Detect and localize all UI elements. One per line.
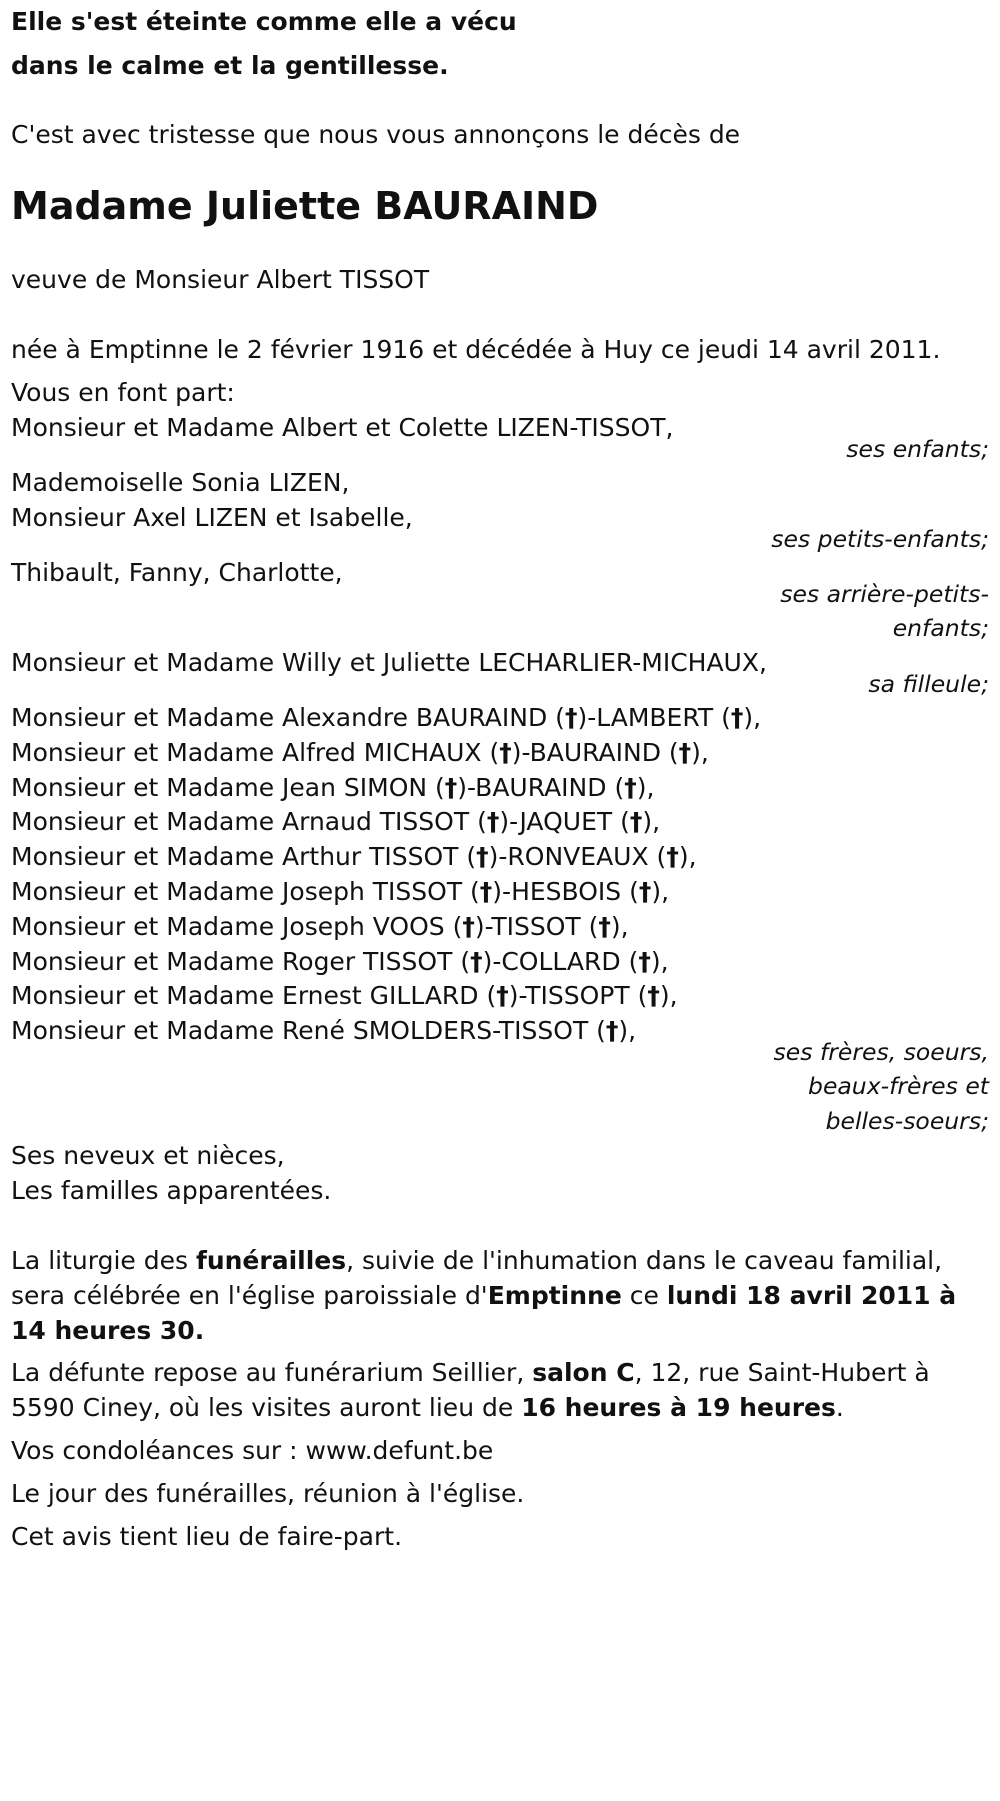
epitaph-line-1: Elle s'est éteinte comme elle a vécu bbox=[11, 7, 517, 36]
funeral-line-1: La liturgie des funérailles, suivie de l'inhumation dans le caveau familial, bbox=[11, 1246, 943, 1275]
sibling-row: Monsieur et Madame Ernest GILLARD († )-TISSOPT († ), bbox=[11, 979, 678, 1013]
cross-icon bbox=[731, 703, 744, 732]
sibling-row: Monsieur et Madame Jean SIMON († )-BAURAIND († ), bbox=[11, 771, 654, 805]
sibling-row: Monsieur et Madame Alexandre BAURAIND († )-LAMBERT († ), bbox=[11, 701, 761, 735]
birth-death: née à Emptinne le 2 février 1916 et décédée à Huy ce jeudi 14 avril 2011. bbox=[11, 335, 941, 364]
cross-icon bbox=[462, 912, 475, 941]
cross-icon bbox=[666, 842, 679, 871]
cross-icon bbox=[487, 807, 500, 836]
sibling-row: Monsieur et Madame Arthur TISSOT († )-RONVEAUX († ), bbox=[11, 840, 697, 874]
cross-icon bbox=[606, 1016, 619, 1045]
cross-icon bbox=[445, 773, 458, 802]
cross-icon bbox=[638, 947, 651, 976]
cross-icon bbox=[476, 842, 489, 871]
intro-text: C'est avec tristesse que nous vous annonçons le décès de bbox=[11, 120, 741, 149]
sibling-row: Monsieur et Madame Arnaud TISSOT († )-JAQUET († ), bbox=[11, 805, 660, 839]
grandchild-1: Mademoiselle Sonia LIZEN, bbox=[11, 468, 350, 497]
announcers-intro: Vous en font part: bbox=[11, 378, 235, 407]
cross-icon bbox=[499, 738, 512, 767]
meeting-info: Le jour des funérailles, réunion à l'église. bbox=[11, 1479, 525, 1508]
funeral-line-2: sera célébrée en l'église paroissiale d'Emptinne ce lundi 18 avril 2011 à bbox=[11, 1281, 957, 1310]
sibling-row: Monsieur et Madame Joseph VOOS († )-TISSOT († ), bbox=[11, 910, 629, 944]
notice: Cet avis tient lieu de faire-part. bbox=[11, 1522, 403, 1551]
cross-icon bbox=[679, 738, 692, 767]
visitation-line-1: La défunte repose au funérarium Seillier, salon C, 12, rue Saint-Hubert à bbox=[11, 1358, 930, 1387]
cross-icon bbox=[598, 912, 611, 941]
sibling-row: Monsieur et Madame René SMOLDERS-TISSOT († ), bbox=[11, 1014, 636, 1048]
cross-icon bbox=[630, 807, 643, 836]
children-names: Monsieur et Madame Albert et Colette LIZEN-TISSOT, bbox=[11, 413, 674, 442]
cross-icon bbox=[470, 947, 483, 976]
relatives: Les familles apparentées. bbox=[11, 1176, 332, 1205]
nephews: Ses neveux et nièces, bbox=[11, 1141, 285, 1170]
grandchildren-label: ses petits-enfants; bbox=[771, 525, 989, 553]
goddaughter-names: Monsieur et Madame Willy et Juliette LECHARLIER-MICHAUX, bbox=[11, 648, 767, 677]
goddaughter-label: sa filleule; bbox=[868, 670, 989, 698]
cross-icon bbox=[647, 981, 660, 1010]
great-grandchildren: Thibault, Fanny, Charlotte, bbox=[11, 558, 343, 587]
epitaph-line-2: dans le calme et la gentillesse. bbox=[11, 51, 449, 80]
children-label: ses enfants; bbox=[846, 435, 989, 463]
condolences: Vos condoléances sur : www.defunt.be bbox=[11, 1436, 494, 1465]
funeral-line-3: 14 heures 30. bbox=[11, 1316, 205, 1345]
cross-icon bbox=[496, 981, 509, 1010]
cross-icon bbox=[565, 703, 578, 732]
siblings-label-2: beaux-frères et bbox=[808, 1072, 989, 1100]
siblings-label-3: belles-soeurs; bbox=[825, 1107, 989, 1135]
deceased-name: Madame Juliette BAURAIND bbox=[11, 184, 599, 228]
great-grandchildren-label-1: ses arrière-petits- bbox=[780, 580, 989, 608]
sibling-row: Monsieur et Madame Alfred MICHAUX († )-BAURAIND († ), bbox=[11, 736, 709, 770]
widow-of: veuve de Monsieur Albert TISSOT bbox=[11, 265, 430, 294]
great-grandchildren-label-2: enfants; bbox=[892, 614, 989, 642]
cross-icon bbox=[639, 877, 652, 906]
cross-icon bbox=[480, 877, 493, 906]
grandchild-2: Monsieur Axel LIZEN et Isabelle, bbox=[11, 503, 413, 532]
visitation-line-2: 5590 Ciney, où les visites auront lieu de 16 heures à 19 heures. bbox=[11, 1393, 844, 1422]
sibling-row: Monsieur et Madame Roger TISSOT († )-COLLARD († ), bbox=[11, 945, 669, 979]
siblings-label-1: ses frères, soeurs, bbox=[773, 1038, 989, 1066]
cross-icon bbox=[624, 773, 637, 802]
sibling-row: Monsieur et Madame Joseph TISSOT († )-HESBOIS († ), bbox=[11, 875, 669, 909]
